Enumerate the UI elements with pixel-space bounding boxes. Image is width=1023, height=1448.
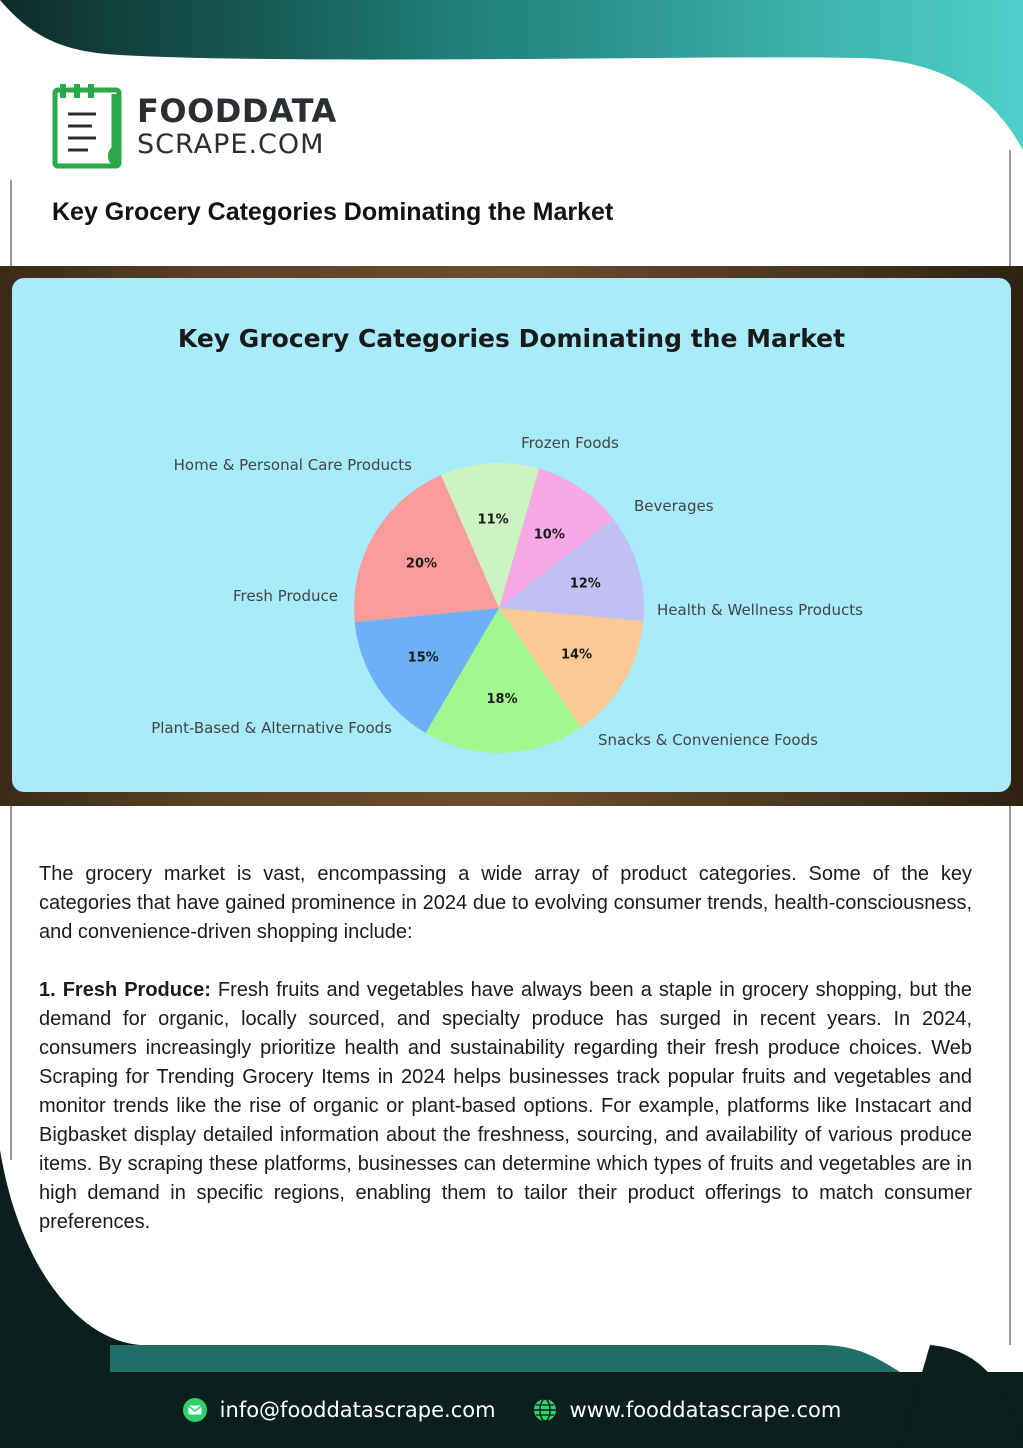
footer-email[interactable] <box>182 1397 496 1423</box>
website-link[interactable]: www.fooddatascrape.com <box>569 1398 842 1422</box>
globe-icon <box>532 1397 558 1423</box>
pie-chart <box>12 278 1011 792</box>
slice-category-label: Fresh Produce <box>233 587 338 605</box>
chart-card <box>12 278 1011 792</box>
email-link[interactable]: info@fooddatascrape.com <box>219 1398 496 1422</box>
slice-category-label: Beverages <box>634 497 714 515</box>
fresh-produce-heading: 1. Fresh Produce: <box>39 979 211 1001</box>
brand-name-line1: FOODDATA <box>137 92 337 130</box>
slice-percent-label: 10% <box>533 527 565 543</box>
chart-title: Key Grocery Categories Dominating the Market <box>177 324 846 353</box>
logo-notepad-icon <box>52 84 132 170</box>
footer-website[interactable] <box>532 1397 842 1423</box>
slice-percent-label: 11% <box>477 512 509 528</box>
slice-category-label: Home & Personal Care Products <box>173 456 412 474</box>
intro-paragraph: The grocery market is vast, encompassing a wide array of product categories. Some of the key categories that have gained prominence in 2024 due to evolving consumer trends, health-consciousness, and convenience-driven shopping include: <box>39 863 972 943</box>
mail-icon <box>182 1397 208 1423</box>
slice-percent-label: 12% <box>569 576 601 592</box>
article-body <box>39 860 972 1266</box>
brand-logo <box>52 84 342 170</box>
slice-category-label: Plant-Based & Alternative Foods <box>151 719 392 737</box>
fresh-produce-paragraph <box>39 976 972 1237</box>
fresh-produce-text: Fresh fruits and vegetables have always been a staple in grocery shopping, but the demand for organic, locally sourced, and specialty produce has surged in recent years. In 2024, consumers increasingly prioritize health and sustainability regarding their fresh produce choices. Web Scraping for Trending Grocery Items in 2024 helps businesses track popular fruits and vegetables and monitor trends like the rise of organic or plant-based options. For example, platforms like Instacart and Bigbasket display detailed information about the freshness, sourcing, and availability of various produce items. By scraping these platforms, businesses can determine which types of fruits and vegetables are in high demand in specific regions, enabling them to tailor their product offerings to match consumer preferences. <box>39 979 972 1233</box>
chart-figure <box>0 266 1023 806</box>
slice-category-label: Health & Wellness Products <box>657 601 863 619</box>
slice-percent-label: 20% <box>405 556 438 572</box>
brand-name-line2: SCRAPE.COM <box>137 129 325 160</box>
footer-contact <box>0 1385 1023 1435</box>
slice-category-label: Snacks & Convenience Foods <box>598 731 818 749</box>
page-title: Key Grocery Categories Dominating the Market <box>52 198 614 226</box>
slice-category-label: Frozen Foods <box>521 434 619 452</box>
slice-percent-label: 14% <box>560 647 593 663</box>
slice-percent-label: 15% <box>407 650 439 666</box>
slice-percent-label: 18% <box>486 691 518 707</box>
